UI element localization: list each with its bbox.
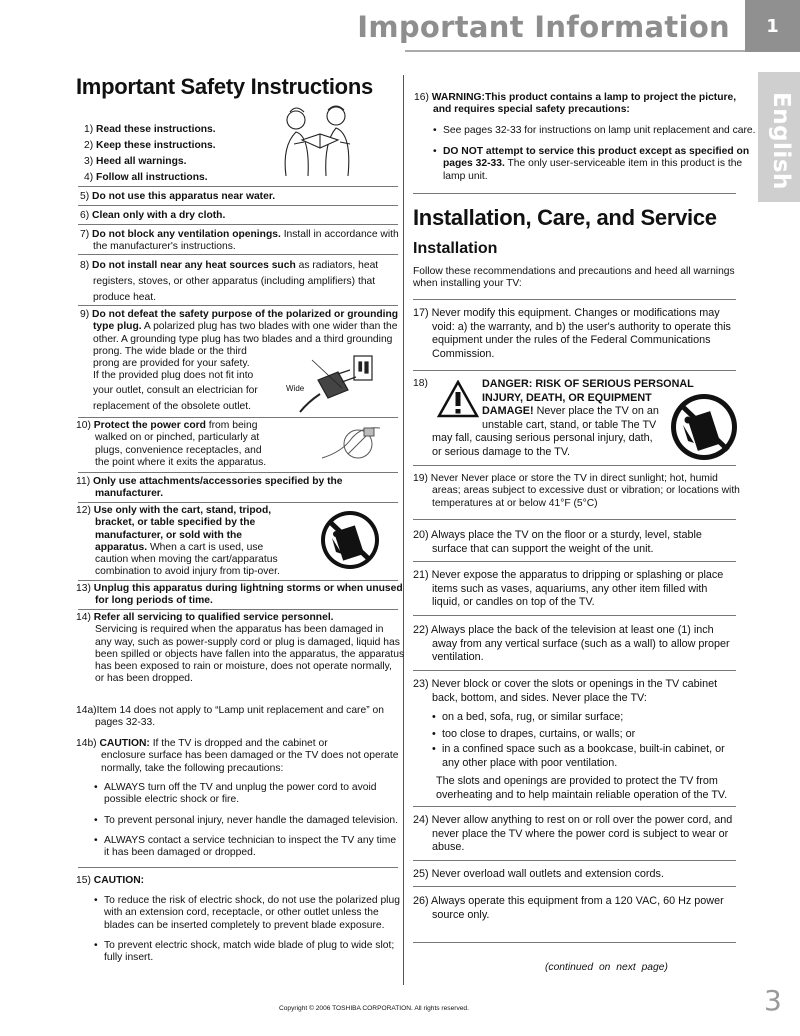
divider [413, 886, 736, 887]
list-item-18-number: 18) [413, 378, 428, 389]
list-item-14b: 14b) CAUTION: If the TV is dropped and the cabinet or enclosure surface has been damaged or the TV does not operate normally, take the following precautions: [76, 738, 399, 774]
caution-bullet: • To prevent electric shock, match wide blade of plug to wide slot; fully insert. [94, 940, 394, 965]
divider [413, 670, 736, 671]
list-item-13: 13) Unplug this apparatus during lightning storms or when unused for long periods of time. [76, 583, 403, 607]
column-divider [403, 75, 404, 985]
divider [78, 205, 398, 206]
list-item-10: 10) Protect the power cord from being walked on or pinched, particularly at plugs, convenience receptacles, and the point where it exits the apparatus. [76, 420, 267, 468]
divider [413, 561, 736, 562]
caution-bullet: • ALWAYS turn off the TV and unplug the power cord to avoid possible electric shock or fire. [94, 782, 376, 807]
list-item-18-cont: may fall, causing serious personal injury, dath, or serious damage to the TV. [432, 432, 653, 458]
divider [413, 465, 736, 466]
divider [413, 942, 736, 943]
caution-bullet: • To reduce the risk of electric shock, do not use the polarized plug with an extension cord, receptacle, or other outlet unless the blades can be inserted completely to prevent blade exposure. [94, 895, 400, 932]
ventilation-note: The slots and openings are provided to protect the TV from overheating and to help maintain reliable operation of the TV. [436, 775, 728, 801]
subsection-title: Installation [413, 240, 498, 257]
caution-bullet: • To prevent personal injury, never handle the damaged television. [94, 815, 398, 827]
continued-note: (continued on next page) [545, 962, 668, 973]
list-item-8: 8) Do not install near any heat sources such as radiators, heat registers, stoves, or other apparatus (including amplifiers) that produce heat. [80, 260, 379, 303]
section-title: Installation, Care, and Service [413, 205, 717, 230]
people-reading-illustration [268, 100, 364, 180]
header-rule [405, 50, 800, 52]
list-item-7: 7) Do not block any ventilation openings. Install in accordance with the manufacturer's instructions. [80, 229, 399, 253]
list-item-6: 6) Clean only with a dry cloth. [80, 210, 226, 221]
list-item-12: 12) Use only with the cart, stand, tripod, bracket, or table specified by the manufacturer, or sold with the apparatus. When a cart is used, use caution when moving the cart/apparatus combination to avoid injury from tip-over. [76, 505, 280, 578]
list-item-14a: 14a)Item 14 does not apply to “Lamp unit replacement and care” on pages 32-33. [76, 705, 384, 729]
list-item-16: 16) WARNING:This product contains a lamp to project the picture, and requires special safety precautions: [414, 92, 737, 116]
list-item-22: 22) Always place the back of the television at least one (1) inch away from any vertical surface (such as a wall) to allow proper ventilation. [413, 624, 730, 664]
divider [413, 519, 736, 520]
divider [78, 186, 398, 187]
divider [78, 580, 398, 581]
list-item-18: DANGER: RISK OF SERIOUS PERSONAL INJURY, DEATH, OR EQUIPMENT DAMAGE! Never place the TV on an unstable cart, stand, or table The TV [482, 378, 694, 431]
list-item-20: 20) Always place the TV on the floor or a sturdy, level, stable surface that can support the weight of the unit. [413, 529, 702, 555]
list-item-11: 11) Only use attachments/accessories specified by the manufacturer. [76, 476, 343, 500]
page-number: 3 [764, 984, 782, 1017]
list-item-24: 24) Never allow anything to rest on or roll over the power cord, and never place the TV where the power cord is subject to wear or abuse. [413, 814, 733, 854]
list-item-1: 1) Read these instructions. [84, 124, 216, 135]
list-item-3: 3) Heed all warnings. [84, 156, 187, 167]
page-header-title: Important Information [357, 10, 730, 44]
list-item-26: 26) Always operate this equipment from a 120 VAC, 60 Hz power source only. [413, 895, 724, 921]
divider [413, 193, 736, 194]
wide-blade-label: Wide [286, 384, 305, 393]
copyright-footer: Copyright © 2006 TOSHIBA CORPORATION. All rights reserved. [279, 1005, 469, 1012]
cart-tip-warning-icon [668, 392, 740, 462]
list-item-21: 21) Never expose the apparatus to dripping or splashing or place items such as vases, aquariums, any other item filled with liquid, or candles on top of the TV. [413, 569, 724, 609]
list-item-25: 25) Never overload wall outlets and extension cords. [413, 868, 664, 880]
warning-triangle-icon [437, 380, 479, 418]
divider [78, 417, 398, 418]
divider [413, 299, 736, 300]
placement-bullet: • on a bed, sofa, rug, or similar surface; • too close to drapes, curtains, or walls; or • in a confined space such as a bookcase, built-in cabinet, or any other place with poor ventilation. [432, 709, 725, 770]
divider [78, 305, 398, 306]
warning-bullet: • DO NOT attempt to service this product except as specified on pages 32-33. The only user-serviceable item in this product is the lamp unit. [433, 146, 749, 183]
power-cord-icon [318, 422, 384, 466]
list-item-4: 4) Follow all instructions. [84, 172, 208, 183]
divider [78, 254, 398, 255]
safety-title: Important Safety Instructions [76, 74, 373, 99]
divider [78, 502, 398, 503]
list-item-2: 2) Keep these instructions. [84, 140, 216, 151]
divider [78, 224, 398, 225]
warning-bullet: • See pages 32-33 for instructions on lamp unit replacement and care. [433, 125, 756, 137]
divider [413, 806, 736, 807]
language-tab-label: English [768, 92, 794, 190]
list-item-17: 17) Never modify this equipment. Changes or modifications may void: a) the warranty, and b) the user's authority to operate this equipment under the rules of the Federal Communications Commission. [413, 307, 731, 360]
divider [78, 867, 398, 868]
list-item-15: 15) CAUTION: [76, 875, 145, 886]
divider [413, 615, 736, 616]
caution-bullet: • ALWAYS contact a service technician to inspect the TV any time it has been damaged or dropped. [94, 835, 396, 860]
chapter-number: 1 [745, 0, 800, 52]
polarized-plug-icon [290, 352, 390, 416]
list-item-5: 5) Do not use this apparatus near water. [80, 191, 276, 202]
list-item-9: 9) Do not defeat the safety purpose of the polarized or grounding type plug. A polarized plug has two blades with one wider than the other. A grounding type plug has two blades and a third grounding prong. The wide blade or the third prong are provided for your safety. If the provided plug does not fit into your outlet, consult an electrician for replacement of the obsolete outlet. [80, 309, 399, 412]
list-item-23: 23) Never block or cover the slots or openings in the TV cabinet back, bottom, and sides. Never place the TV: [413, 678, 718, 704]
list-item-19: 19) Never Never place or store the TV in direct sunlight; hot, humid areas; areas subject to excessive dust or vibration; or locations with temperatures at or below 41°F (5°C) [413, 473, 740, 509]
divider [78, 609, 398, 610]
cart-tip-warning-icon [320, 506, 380, 574]
language-tab[interactable] [758, 72, 800, 202]
divider [413, 860, 736, 861]
divider [413, 370, 736, 371]
list-item-14: 14) Refer all servicing to qualified service personnel. Servicing is required when the apparatus has been damaged in any way, such as power-supply cord or plug is damaged, liquid has been spilled or objects have fallen into the apparatus, the apparatus has been exposed to rain or moisture, does not operate normally, or has been dropped. [76, 612, 405, 685]
divider [78, 472, 398, 473]
installation-intro: Follow these recommendations and precautions and heed all warnings when installing your TV: [413, 266, 735, 290]
